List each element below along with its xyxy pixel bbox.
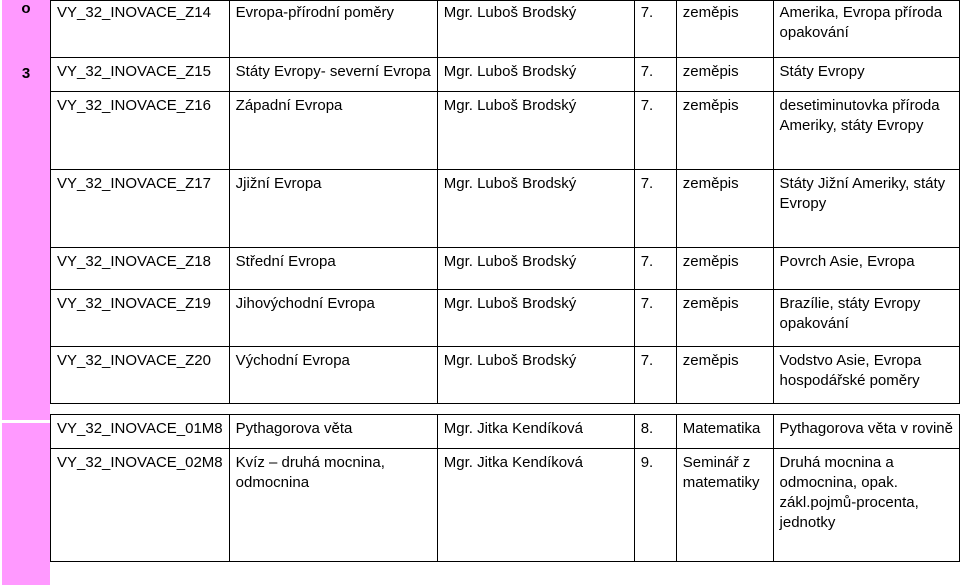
topic-cell: Druhá mocnina a odmocnina, opak. zákl.pojmů-procenta, jednotky <box>773 449 959 562</box>
grade-cell: 8. <box>634 415 676 449</box>
table-row <box>51 449 960 562</box>
side-bar-top <box>2 0 50 420</box>
table-row <box>51 58 960 92</box>
table-row <box>51 415 960 449</box>
subject-cell: Seminář z matematiky <box>676 449 773 562</box>
subject-cell: zeměpis <box>676 347 773 404</box>
author-cell: Mgr. Luboš Brodský <box>437 170 634 248</box>
author-cell: Mgr. Luboš Brodský <box>437 1 634 58</box>
grade-cell: 9. <box>634 449 676 562</box>
author-cell: Mgr. Luboš Brodský <box>437 58 634 92</box>
topic-cell: Amerika, Evropa příroda opakování <box>773 1 959 58</box>
title-cell: Evropa-přírodní poměry <box>229 1 437 58</box>
table-row <box>51 92 960 170</box>
code-cell: VY_32_INOVACE_Z17 <box>51 170 230 248</box>
author-cell: Mgr. Jitka Kendíková <box>437 449 634 562</box>
subject-cell: zeměpis <box>676 58 773 92</box>
grade-cell: 7. <box>634 248 676 290</box>
lesson-table <box>50 0 960 562</box>
code-cell: VY_32_INOVACE_Z19 <box>51 290 230 347</box>
table-separator <box>51 404 960 415</box>
subject-cell: zeměpis <box>676 92 773 170</box>
code-cell: VY_32_INOVACE_Z14 <box>51 1 230 58</box>
grade-cell: 7. <box>634 347 676 404</box>
author-cell: Mgr. Luboš Brodský <box>437 290 634 347</box>
side-bar-bottom <box>2 423 50 585</box>
subject-cell: zeměpis <box>676 248 773 290</box>
code-cell: VY_32_INOVACE_Z18 <box>51 248 230 290</box>
code-cell: VY_32_INOVACE_01M8 <box>51 415 230 449</box>
subject-cell: zeměpis <box>676 290 773 347</box>
grade-cell: 7. <box>634 58 676 92</box>
author-cell: Mgr. Luboš Brodský <box>437 347 634 404</box>
title-cell: Západní Evropa <box>229 92 437 170</box>
table-row <box>51 347 960 404</box>
topic-cell: Vodstvo Asie, Evropa hospodářské poměry <box>773 347 959 404</box>
side-label-o: o <box>21 0 31 17</box>
title-cell: Pythagorova věta <box>229 415 437 449</box>
subject-cell: zeměpis <box>676 170 773 248</box>
title-cell: Kvíz – druhá mocnina, odmocnina <box>229 449 437 562</box>
table-row <box>51 1 960 58</box>
title-cell: Jjižní Evropa <box>229 170 437 248</box>
code-cell: VY_32_INOVACE_02M8 <box>51 449 230 562</box>
title-cell: Státy Evropy- severní Evropa <box>229 58 437 92</box>
code-cell: VY_32_INOVACE_Z15 <box>51 58 230 92</box>
grade-cell: 7. <box>634 290 676 347</box>
table-row <box>51 170 960 248</box>
side-label-3: 3 <box>21 65 31 82</box>
grade-cell: 7. <box>634 170 676 248</box>
table-row <box>51 290 960 347</box>
grade-cell: 7. <box>634 92 676 170</box>
topic-cell: Státy Jižní Ameriky, státy Evropy <box>773 170 959 248</box>
title-cell: Střední Evropa <box>229 248 437 290</box>
author-cell: Mgr. Luboš Brodský <box>437 92 634 170</box>
subject-cell: zeměpis <box>676 1 773 58</box>
topic-cell: Pythagorova věta v rovině <box>773 415 959 449</box>
author-cell: Mgr. Jitka Kendíková <box>437 415 634 449</box>
topic-cell: desetiminutovka příroda Ameriky, státy Evropy <box>773 92 959 170</box>
subject-cell: Matematika <box>676 415 773 449</box>
title-cell: Jihovýchodní Evropa <box>229 290 437 347</box>
topic-cell: Brazílie, státy Evropy opakování <box>773 290 959 347</box>
code-cell: VY_32_INOVACE_Z20 <box>51 347 230 404</box>
author-cell: Mgr. Luboš Brodský <box>437 248 634 290</box>
title-cell: Východní Evropa <box>229 347 437 404</box>
topic-cell: Povrch Asie, Evropa <box>773 248 959 290</box>
topic-cell: Státy Evropy <box>773 58 959 92</box>
code-cell: VY_32_INOVACE_Z16 <box>51 92 230 170</box>
table-row <box>51 248 960 290</box>
grade-cell: 7. <box>634 1 676 58</box>
